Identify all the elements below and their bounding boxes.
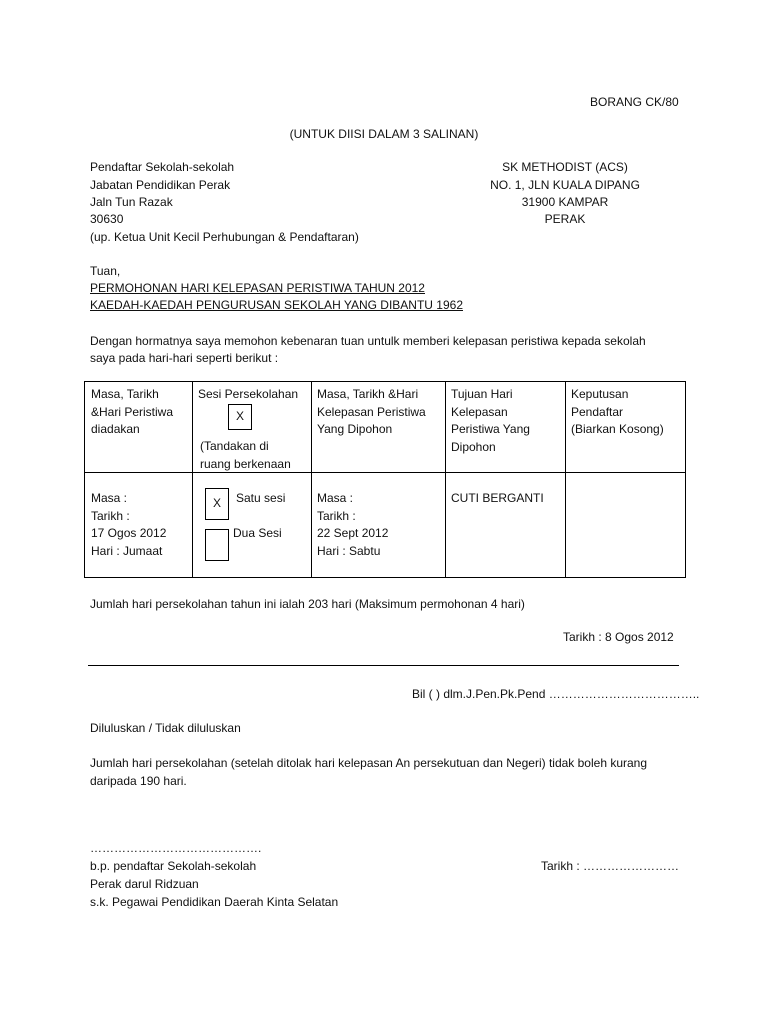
header-text: Masa, Tarikh [91, 387, 159, 401]
header-text: Sesi Persekolahan [198, 387, 299, 401]
cell-text: 17 Ogos 2012 [91, 526, 167, 540]
header-text: Tujuan Hari [451, 387, 513, 401]
header-text: Peristiwa Yang [451, 422, 530, 436]
approval-status: Diluluskan / Tidak diluluskan [90, 721, 241, 735]
cell-event-date [91, 490, 166, 560]
signatory-line: b.p. pendaftar Sekolah-sekolah [90, 859, 257, 873]
recipient-line: Pendaftar Sekolah-sekolah [90, 160, 235, 174]
signature-date: Tarikh : …………………… [541, 859, 680, 873]
salutation: Tuan, [90, 264, 121, 278]
header-session [198, 386, 298, 404]
sender-line: 31900 KAMPAR [521, 195, 609, 209]
header-text: Yang Dipohon [317, 422, 393, 436]
satu-sesi-checkbox[interactable]: X [205, 488, 229, 520]
header-text: Keputusan [571, 387, 629, 401]
application-table [84, 381, 686, 578]
recipient-line: 30630 [90, 212, 124, 226]
header-decision [571, 386, 664, 439]
cell-holiday-date [317, 490, 388, 560]
dua-sesi-checkbox[interactable] [205, 529, 229, 561]
cell-text: Tarikh : [317, 508, 356, 523]
separator-line [88, 665, 679, 666]
cell-text: Masa : [91, 491, 128, 505]
satu-sesi-label: Satu sesi [236, 491, 286, 505]
header-text: diadakan [91, 422, 140, 436]
recipient-line: Jabatan Pendidikan Perak [90, 178, 231, 192]
header-purpose [451, 386, 530, 456]
subject-line-2: KAEDAH-KAEDAH PENGURUSAN SEKOLAH YANG DIBANTU 1962 [90, 298, 463, 312]
header-text: (Biarkan Kosong) [571, 422, 664, 436]
copies-note: (UNTUK DIISI DALAM 3 SALINAN) [289, 127, 479, 141]
sender-line: SK METHODIST (ACS) [502, 160, 628, 174]
column-divider [192, 382, 193, 577]
header-text: ruang berkenaan [200, 456, 291, 471]
header-text: (Tandakan di [200, 439, 269, 453]
cell-text: Hari : Sabtu [317, 543, 381, 558]
signatory-line: Perak darul Ridzuan [90, 877, 199, 891]
header-session-note [200, 438, 291, 473]
recipient-line: (up. Ketua Unit Kecil Perhubungan & Pendaftaran) [90, 230, 359, 244]
header-text: Masa, Tarikh &Hari [317, 387, 419, 401]
reference-line: Bil ( ) dlm.J.Pen.Pk.Pend ……………………………….. [412, 687, 700, 701]
signature-dots: ……………………………………. [90, 841, 262, 855]
cell-text: Masa : [317, 491, 354, 505]
cell-purpose: CUTI BERGANTI [451, 491, 544, 505]
recipient-line: Jaln Tun Razak [90, 195, 173, 209]
column-divider [445, 382, 446, 577]
header-holiday-date [317, 386, 426, 439]
header-text: &Hari Peristiwa [91, 404, 174, 419]
row-divider [85, 472, 685, 473]
cell-text: Tarikh : [91, 508, 130, 523]
header-text: Pendaftar [571, 404, 624, 419]
header-text: Kelepasan Peristiwa [317, 404, 426, 419]
column-divider [565, 382, 566, 577]
example-checkbox: X [228, 404, 252, 430]
body-line: Dengan hormatnya saya memohon kebenaran tuan untulk memberi kelepasan peristiwa kepada sekolah [90, 334, 646, 348]
total-days-line: Jumlah hari persekolahan tahun ini ialah 203 hari (Maksimum permohonan 4 hari) [90, 597, 525, 611]
column-divider [311, 382, 312, 577]
subject-line-1: PERMOHONAN HARI KELEPASAN PERISTIWA TAHUN 2012 [90, 281, 425, 295]
dua-sesi-label: Dua Sesi [233, 526, 282, 540]
cell-text: 22 Sept 2012 [317, 526, 389, 540]
cell-text: Hari : Jumaat [91, 543, 163, 558]
body-line: saya pada hari-hari seperti berikut : [90, 351, 279, 365]
signatory-line: s.k. Pegawai Pendidikan Daerah Kinta Selatan [90, 895, 339, 909]
sender-line: PERAK [544, 212, 586, 226]
form-code: BORANG CK/80 [590, 95, 679, 109]
header-text: Dipohon [451, 439, 496, 454]
note-line: Jumlah hari persekolahan (setelah ditolak hari kelepasan An persekutuan dan Negeri) tidak boleh kurang [90, 756, 648, 770]
application-date: Tarikh : 8 Ogos 2012 [563, 630, 674, 644]
header-event-date [91, 386, 173, 439]
note-line: daripada 190 hari. [90, 774, 187, 788]
sender-line: NO. 1, JLN KUALA DIPANG [490, 178, 640, 192]
header-text: Kelepasan [451, 404, 508, 419]
